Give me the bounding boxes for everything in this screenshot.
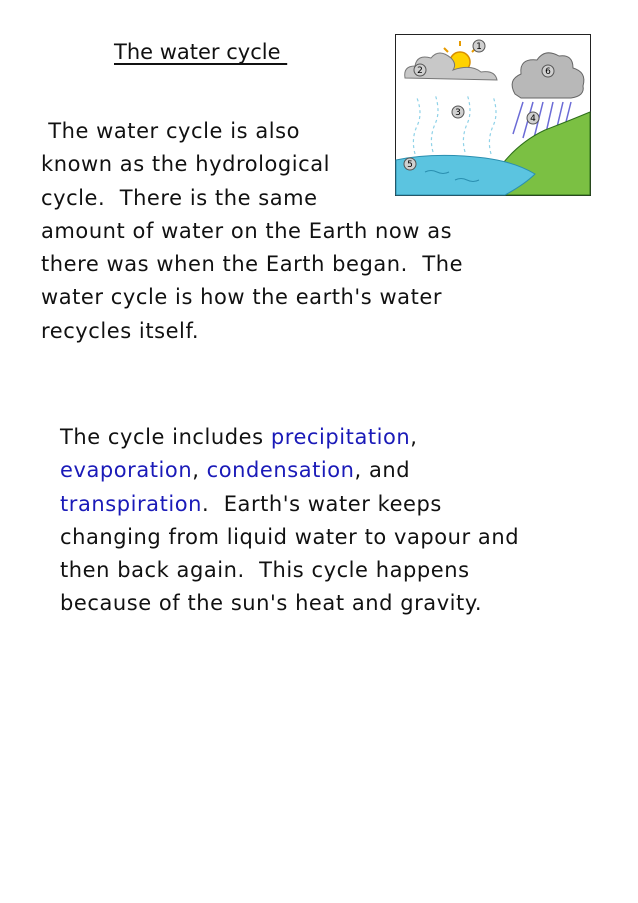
intro-line: amount of water on the Earth now as xyxy=(41,218,453,243)
intro-paragraph xyxy=(41,115,463,348)
text-run: , xyxy=(192,458,207,483)
marker-3: 3 xyxy=(455,108,461,118)
term-precipitation: precipitation xyxy=(270,425,411,449)
marker-5: 5 xyxy=(407,160,413,170)
intro-line: recycles itself. xyxy=(41,318,200,343)
intro-line: water cycle is how the earth's water xyxy=(41,285,443,310)
marker-1: 1 xyxy=(476,42,482,52)
term-evaporation: evaporation xyxy=(60,458,193,483)
marker-2: 2 xyxy=(417,66,423,76)
cycle-line: because of the sun's heat and gravity. xyxy=(60,591,483,616)
text-run: , xyxy=(410,425,418,449)
cycle-paragraph xyxy=(60,421,519,621)
text-run: . Earth's water keeps xyxy=(202,491,442,516)
marker-4: 4 xyxy=(530,114,536,124)
cycle-line xyxy=(60,488,519,521)
cycle-line xyxy=(60,421,519,454)
term-condensation: condensation xyxy=(206,458,355,483)
cycle-line: then back again. This cycle happens xyxy=(60,558,470,583)
intro-line: known as the hydrological xyxy=(41,152,331,177)
document-title: The water cycle xyxy=(114,40,288,64)
intro-line: The water cycle is also xyxy=(41,119,301,143)
marker-6: 6 xyxy=(545,67,551,77)
cycle-line xyxy=(60,454,519,487)
cycle-line: changing from liquid water to vapour and xyxy=(60,524,520,549)
text-run: The cycle includes xyxy=(60,425,271,449)
intro-line: there was when the Earth began. The xyxy=(41,252,464,277)
term-transpiration: transpiration xyxy=(60,491,203,516)
text-run: , and xyxy=(354,458,411,483)
intro-line: cycle. There is the same xyxy=(41,185,318,210)
